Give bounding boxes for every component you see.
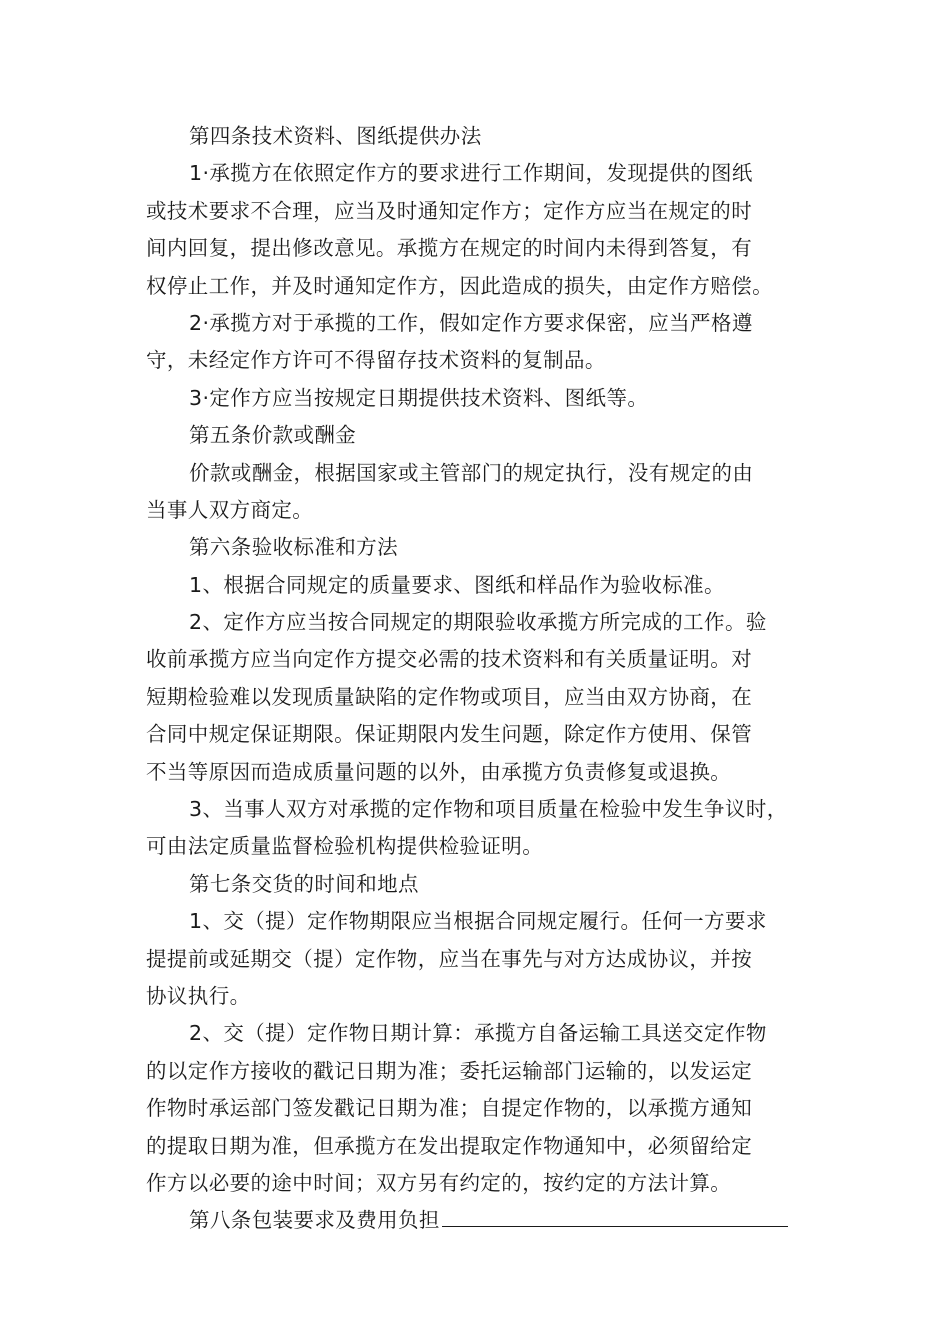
paragraph-line: 1·承揽方在依照定作方的要求进行工作期间，发现提供的图纸: [189, 161, 753, 186]
paragraph-line: 提提前或延期交（提）定作物，应当在事先与对方达成协议，并按: [146, 946, 753, 971]
paragraph-line: 协议执行。: [146, 983, 251, 1008]
paragraph-line: 可由法定质量监督检验机构提供检验证明。: [146, 834, 544, 859]
paragraph-line: 合同中规定保证期限。保证期限内发生问题，除定作方使用、保管: [146, 722, 753, 747]
paragraph-line: 短期检验难以发现质量缺陷的定作物或项目，应当由双方协商，在: [146, 684, 753, 709]
paragraph-line: 2·承揽方对于承揽的工作，假如定作方要求保密，应当严格遵: [189, 310, 753, 335]
paragraph-line: 的提取日期为准，但承揽方在发出提取定作物通知中，必须留给定: [146, 1133, 753, 1158]
paragraph-line: 作方以必要的途中时间；双方另有约定的，按约定的方法计算。: [146, 1170, 732, 1195]
article-5-heading: 第五条价款或酬金: [189, 423, 357, 448]
paragraph-line: 3·定作方应当按规定日期提供技术资料、图纸等。: [189, 385, 649, 410]
article-4-heading: 第四条技术资料、图纸提供办法: [189, 124, 482, 148]
paragraph-line: 守，未经定作方许可不得留存技术资料的复制品。: [146, 348, 606, 373]
paragraph-line: 1、根据合同规定的质量要求、图纸和样品作为验收标准。: [189, 572, 725, 597]
paragraph-line: 不当等原因而造成质量问题的以外，由承揽方负责修复或退换。: [146, 759, 732, 784]
paragraph-line: 的以定作方接收的戳记日期为准；委托运输部门运输的，以发运定: [146, 1058, 753, 1083]
fill-in-blank-line: [442, 1202, 788, 1227]
paragraph-line: 间内回复，提出修改意见。承揽方在规定的时间内未得到答复，有: [146, 236, 753, 261]
article-8-label: 第八条包装要求及费用负担: [189, 1208, 440, 1233]
paragraph-line: 2、定作方应当按合同规定的期限验收承揽方所完成的工作。验: [189, 610, 767, 635]
paragraph-line: 或技术要求不合理，应当及时通知定作方；定作方应当在规定的时: [146, 198, 753, 223]
paragraph-line: 权停止工作，并及时通知定作方，因此造成的损失，由定作方赔偿。: [146, 273, 773, 298]
article-8-heading: [146, 1202, 812, 1239]
document-page: [146, 118, 812, 1240]
paragraph-line: 作物时承运部门签发戳记日期为准；自提定作物的，以承揽方通知: [146, 1096, 753, 1121]
paragraph-line: 当事人双方商定。: [146, 497, 314, 522]
article-6-heading: 第六条验收标准和方法: [189, 535, 398, 560]
paragraph-line: 价款或酬金，根据国家或主管部门的规定执行，没有规定的由: [189, 460, 754, 485]
paragraph-line: 1、交（提）定作物期限应当根据合同规定履行。任何一方要求: [189, 909, 767, 934]
paragraph-line: 2、交（提）定作物日期计算：承揽方自备运输工具送交定作物: [189, 1021, 767, 1046]
paragraph-line: 收前承揽方应当向定作方提交必需的技术资料和有关质量证明。对: [146, 647, 753, 672]
paragraph-line: 3、当事人双方对承揽的定作物和项目质量在检验中发生争议时，: [189, 797, 788, 822]
article-7-heading: 第七条交货的时间和地点: [189, 871, 419, 896]
